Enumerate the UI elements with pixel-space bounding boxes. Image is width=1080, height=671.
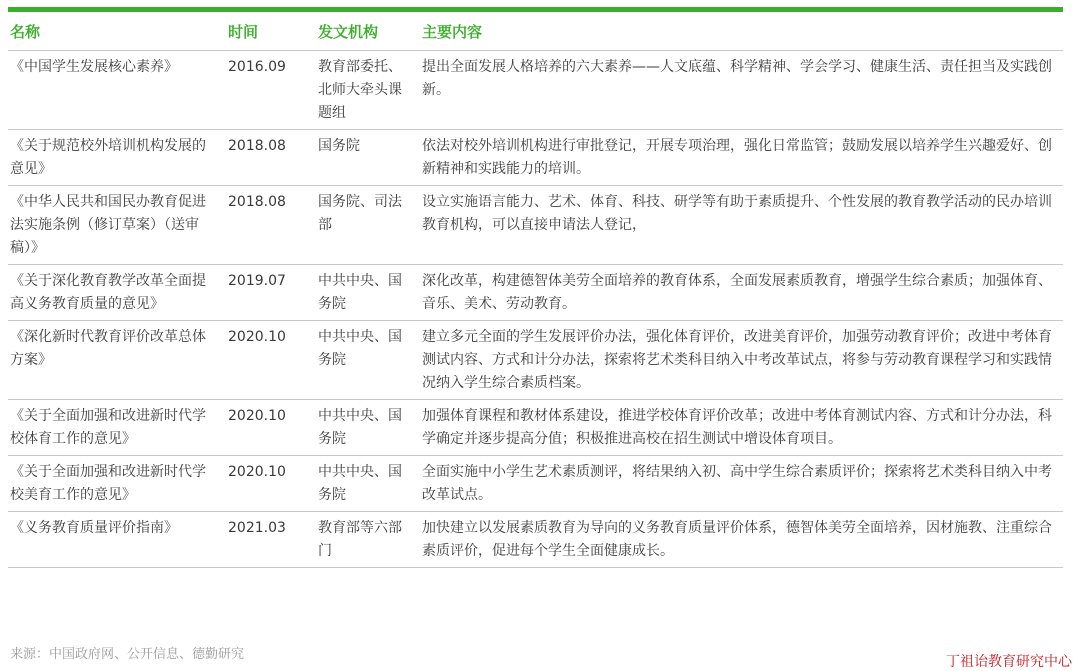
table-header-row [8, 12, 1063, 51]
policy-content: 加快建立以发展素质教育为导向的义务教育质量评价体系，德智体美劳全面培养，因材施教、注重综合素质评价，促进每个学生全面健康成长。 [412, 512, 1063, 568]
column-header-content: 主要内容 [412, 12, 1063, 51]
policy-content: 加强体育课程和教材体系建设，推进学校体育评价改革；改进中考体育测试内容、方式和计分办法，科学确定并逐步提高分值；积极推进高校在招生测试中增设体育项目。 [412, 400, 1063, 456]
table-row [8, 321, 1063, 400]
table-row [8, 130, 1063, 186]
issuing-agency: 教育部委托、北师大牵头课题组 [310, 51, 412, 130]
table-row [8, 400, 1063, 456]
policy-date: 2018.08 [218, 130, 310, 186]
table-row [8, 456, 1063, 512]
source-note: 来源：中国政府网、公开信息、德勤研究 [10, 647, 245, 662]
policy-content: 全面实施中小学生艺术素质测评，将结果纳入初、高中学生综合素质评价；探索将艺术类科目纳入中考改革试点。 [412, 456, 1063, 512]
policy-date: 2016.09 [218, 51, 310, 130]
policy-content: 依法对校外培训机构进行审批登记，开展专项治理，强化日常监管；鼓励发展以培养学生兴趣爱好、创新精神和实践能力的培训。 [412, 130, 1063, 186]
policy-name: 《深化新时代教育评价改革总体方案》 [8, 321, 218, 400]
table-row [8, 265, 1063, 321]
column-header-org: 发文机构 [310, 12, 412, 51]
policy-name: 《关于深化教育教学改革全面提高义务教育质量的意见》 [8, 265, 218, 321]
watermark-text: 丁祖诒教育研究中心 [946, 654, 1072, 670]
policy-name: 《关于全面加强和改进新时代学校美育工作的意见》 [8, 456, 218, 512]
policy-content: 提出全面发展人格培养的六大素养——人文底蕴、科学精神、学会学习、健康生活、责任担当及实践创新。 [412, 51, 1063, 130]
issuing-agency: 中共中央、国务院 [310, 456, 412, 512]
policy-date: 2020.10 [218, 400, 310, 456]
column-header-name: 名称 [8, 12, 218, 51]
issuing-agency: 教育部等六部门 [310, 512, 412, 568]
table-row [8, 51, 1063, 130]
issuing-agency: 国务院 [310, 130, 412, 186]
policy-table [8, 12, 1063, 568]
policy-name: 《中华人民共和国民办教育促进法实施条例（修订草案）（送审稿）》 [8, 186, 218, 265]
policy-date: 2019.07 [218, 265, 310, 321]
policy-content: 建立多元全面的学生发展评价办法，强化体育评价，改进美育评价，加强劳动教育评价；改进中考体育测试内容、方式和计分办法，探索将艺术类科目纳入中考改革试点，将参与劳动教育课程学习和实践情况纳入学生综合素质档案。 [412, 321, 1063, 400]
policy-date: 2020.10 [218, 321, 310, 400]
policy-name: 《关于规范校外培训机构发展的意见》 [8, 130, 218, 186]
issuing-agency: 国务院、司法部 [310, 186, 412, 265]
column-header-time: 时间 [218, 12, 310, 51]
policy-content: 深化改革，构建德智体美劳全面培养的教育体系，全面发展素质教育，增强学生综合素质；加强体育、音乐、美术、劳动教育。 [412, 265, 1063, 321]
issuing-agency: 中共中央、国务院 [310, 321, 412, 400]
policy-date: 2020.10 [218, 456, 310, 512]
policy-date: 2021.03 [218, 512, 310, 568]
policy-name: 《关于全面加强和改进新时代学校体育工作的意见》 [8, 400, 218, 456]
policy-name: 《义务教育质量评价指南》 [8, 512, 218, 568]
policy-date: 2018.08 [218, 186, 310, 265]
table-row [8, 186, 1063, 265]
issuing-agency: 中共中央、国务院 [310, 265, 412, 321]
issuing-agency: 中共中央、国务院 [310, 400, 412, 456]
policy-name: 《中国学生发展核心素养》 [8, 51, 218, 130]
table-row [8, 512, 1063, 568]
policy-content: 设立实施语言能力、艺术、体育、科技、研学等有助于素质提升、个性发展的教育教学活动的民办培训教育机构，可以直接申请法人登记， [412, 186, 1063, 265]
